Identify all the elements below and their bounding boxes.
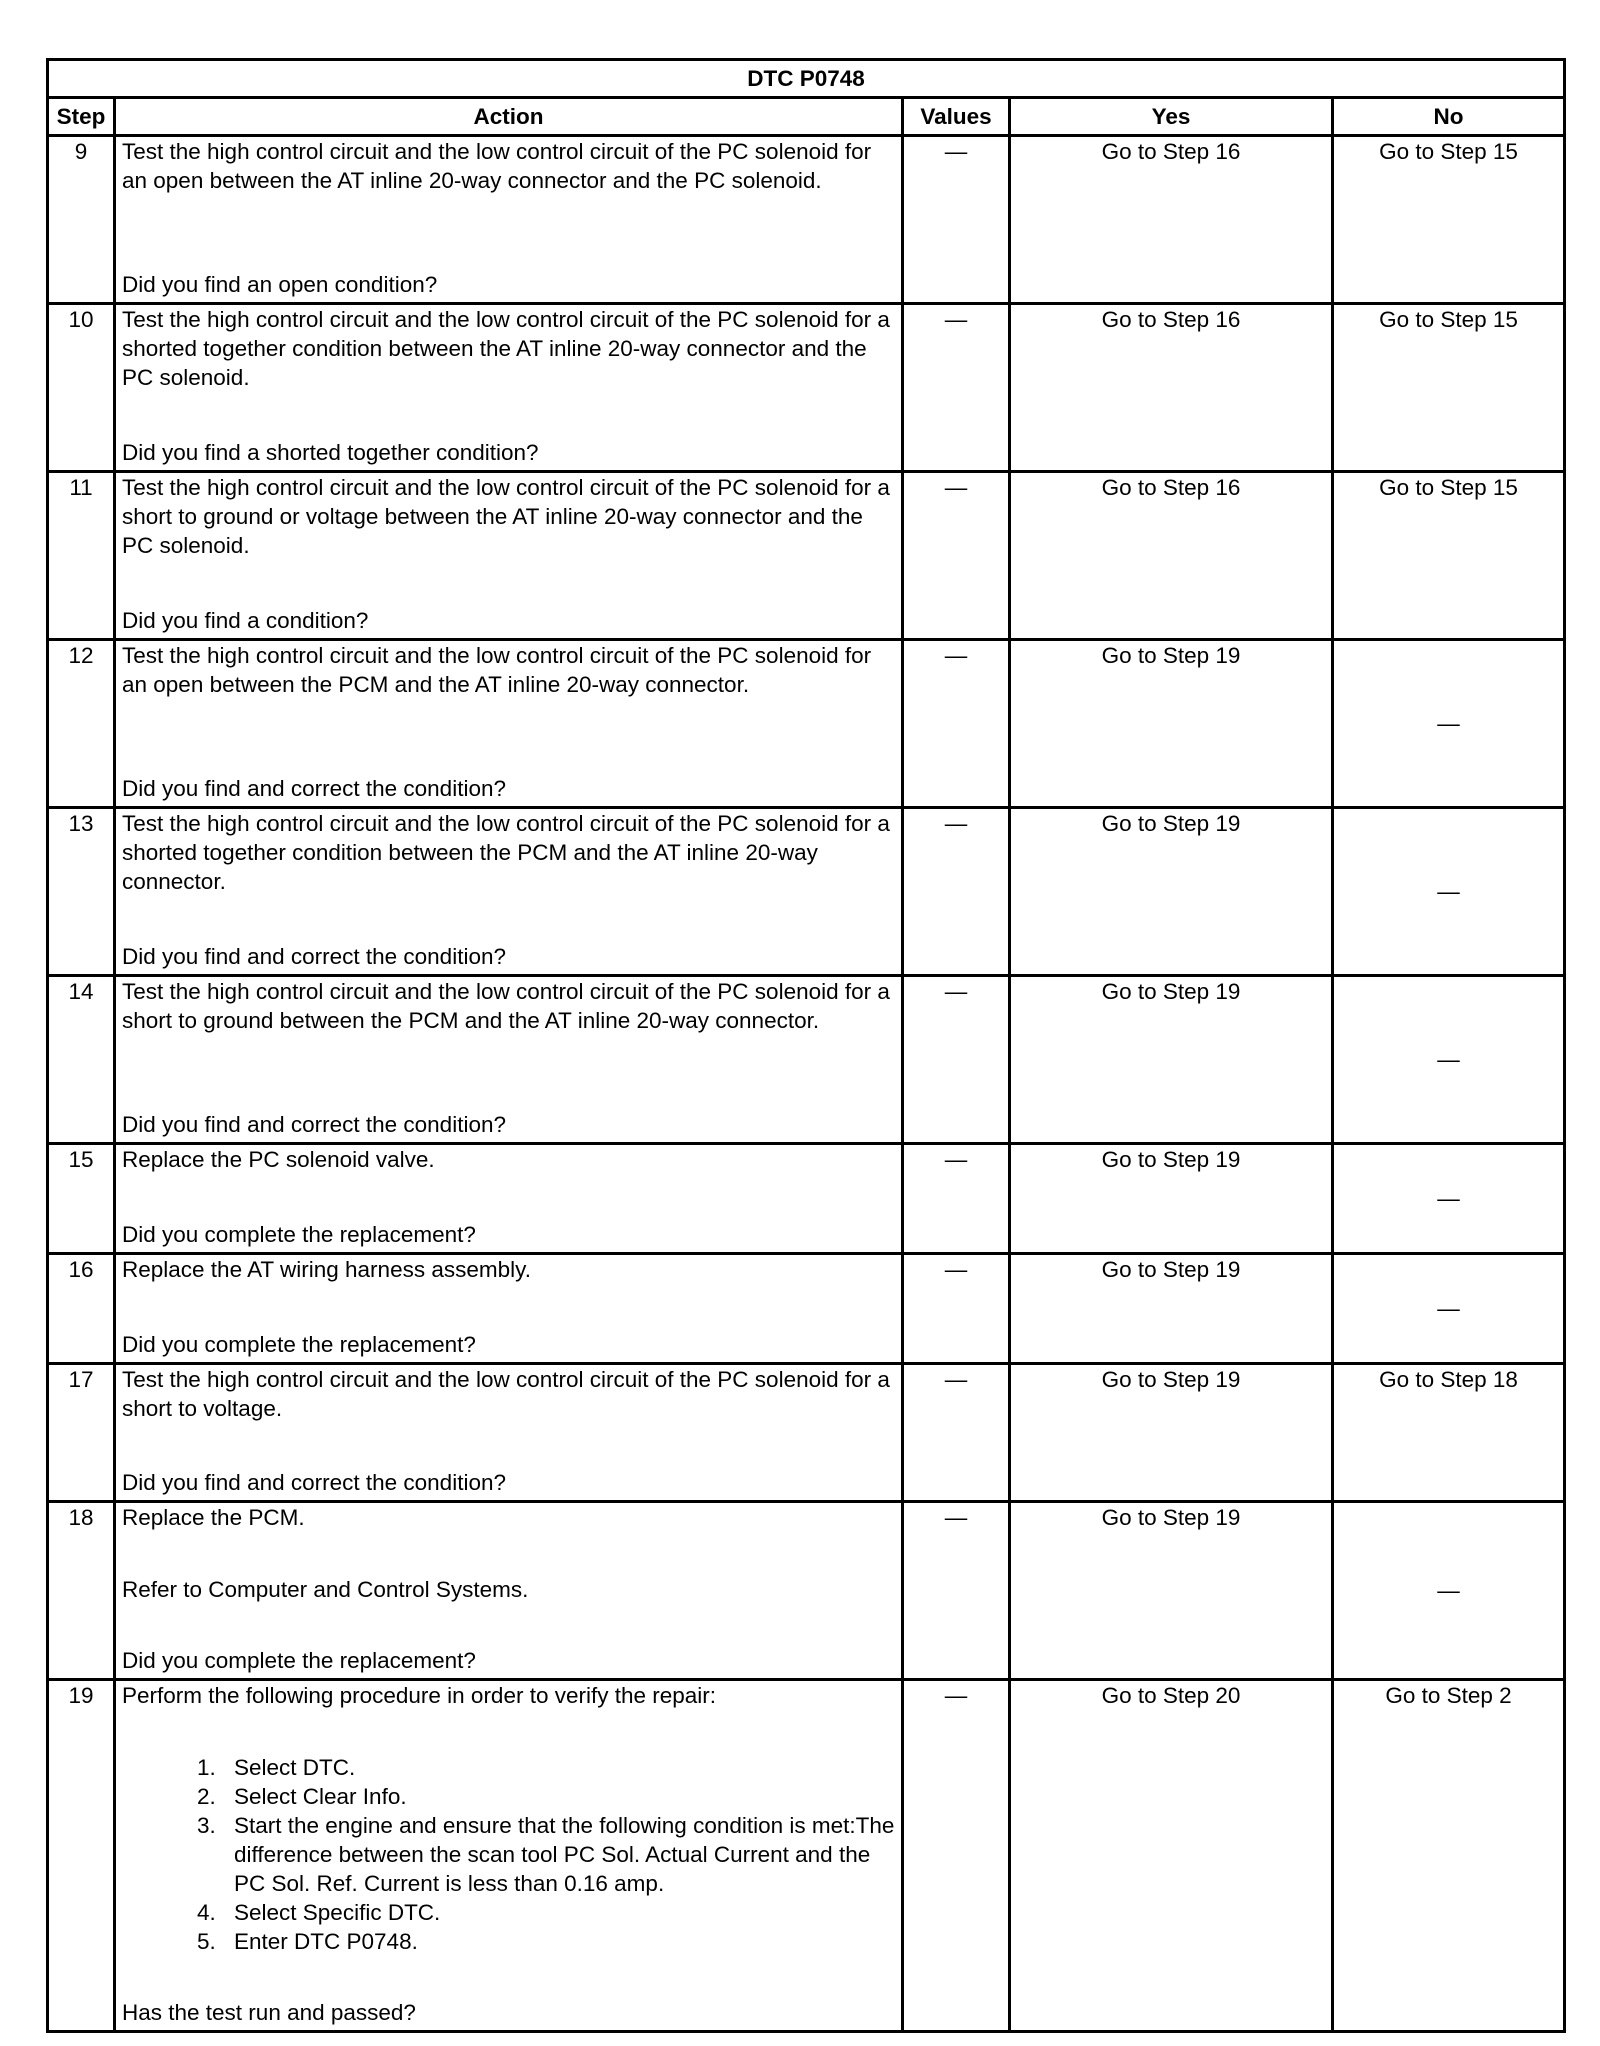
action-question: Did you find and correct the condition? [122,776,506,801]
values-cell: — [903,976,1010,1144]
action-text: Replace the PCM. [122,1505,305,1530]
step-number: 10 [48,304,115,472]
action-cell [115,304,903,472]
action-reference: Refer to Computer and Control Systems. [122,1576,529,1602]
table-row [48,472,1565,640]
action-text: Test the high control circuit and the low control circuit of the PC solenoid for a short to ground between the PCM and the AT inline 20-way connector. [122,979,890,1033]
step-number: 16 [48,1254,115,1364]
action-cell [115,1254,903,1364]
values-cell: — [903,1680,1010,2032]
action-question: Has the test run and passed? [122,2000,416,2025]
step-number: 9 [48,136,115,304]
no-cell: — [1333,808,1565,976]
action-question: Did you find a condition? [122,608,369,633]
table-header-row [48,98,1565,136]
action-question: Did you complete the replacement? [122,1648,476,1673]
dtc-table [46,58,1566,2033]
no-cell: Go to Step 2 [1333,1680,1565,2032]
action-text: Test the high control circuit and the low control circuit of the PC solenoid for a shorted together condition between the AT inline 20-way connector and the PC solenoid. [122,307,890,390]
yes-cell: Go to Step 19 [1010,1502,1333,1680]
procedure-step: 1. Select DTC. [222,1753,895,1782]
action-cell [115,136,903,304]
action-text: Test the high control circuit and the low control circuit of the PC solenoid for an open between the AT inline 20-way connector and the PC solenoid. [122,139,872,193]
action-cell [115,1144,903,1254]
yes-cell: Go to Step 19 [1010,976,1333,1144]
action-text: Replace the PC solenoid valve. [122,1147,435,1172]
table-title-row [48,60,1565,98]
step-number: 13 [48,808,115,976]
table-row [48,1144,1565,1254]
action-cell [115,808,903,976]
values-cell: — [903,808,1010,976]
action-text: Test the high control circuit and the low control circuit of the PC solenoid for a short to ground or voltage between the AT inline 20-way connector and the PC solenoid. [122,475,890,558]
header-values: Values [903,98,1010,136]
step-number: 19 [48,1680,115,2032]
yes-cell: Go to Step 20 [1010,1680,1333,2032]
values-cell: — [903,1254,1010,1364]
no-cell: Go to Step 18 [1333,1364,1565,1502]
action-cell [115,640,903,808]
action-text: Perform the following procedure in order to verify the repair: [122,1683,717,1708]
yes-cell: Go to Step 16 [1010,472,1333,640]
action-text: Replace the AT wiring harness assembly. [122,1257,531,1282]
procedure-step: 3. Start the engine and ensure that the following condition is met:The difference between the scan tool PC Sol. Actual Current and the PC Sol. Ref. Current is less than 0.16 amp. [222,1811,895,1898]
yes-cell: Go to Step 16 [1010,136,1333,304]
step-number: 11 [48,472,115,640]
step-number: 18 [48,1502,115,1680]
action-question: Did you find and correct the condition? [122,1112,506,1137]
table-row [48,1254,1565,1364]
table-row [48,808,1565,976]
table-row [48,1502,1565,1680]
yes-cell: Go to Step 19 [1010,1364,1333,1502]
no-cell: — [1333,1144,1565,1254]
no-cell: Go to Step 15 [1333,304,1565,472]
action-question: Did you find and correct the condition? [122,944,506,969]
yes-cell: Go to Step 19 [1010,1254,1333,1364]
procedure-step: 2. Select Clear Info. [222,1782,895,1811]
procedure-step: 5. Enter DTC P0748. [222,1927,895,1956]
action-cell [115,1680,903,2032]
action-question: Did you complete the replacement? [122,1332,476,1357]
header-no: No [1333,98,1565,136]
action-question: Did you find and correct the condition? [122,1470,506,1495]
action-cell [115,1364,903,1502]
action-question: Did you find an open condition? [122,272,438,297]
action-cell [115,472,903,640]
table-row [48,304,1565,472]
table-row [48,1680,1565,2032]
values-cell: — [903,1144,1010,1254]
yes-cell: Go to Step 16 [1010,304,1333,472]
action-text: Test the high control circuit and the low control circuit of the PC solenoid for a short to voltage. [122,1367,890,1421]
table-row [48,640,1565,808]
no-cell: — [1333,976,1565,1144]
action-cell [115,1502,903,1680]
table-row [48,1364,1565,1502]
values-cell: — [903,640,1010,808]
values-cell: — [903,304,1010,472]
values-cell: — [903,1502,1010,1680]
step-number: 17 [48,1364,115,1502]
no-cell: — [1333,1254,1565,1364]
no-cell: — [1333,640,1565,808]
procedure-step: 4. Select Specific DTC. [222,1898,895,1927]
yes-cell: Go to Step 19 [1010,640,1333,808]
yes-cell: Go to Step 19 [1010,808,1333,976]
step-number: 14 [48,976,115,1144]
action-cell [115,976,903,1144]
table-title: DTC P0748 [48,60,1565,98]
no-cell: Go to Step 15 [1333,136,1565,304]
values-cell: — [903,1364,1010,1502]
values-cell: — [903,472,1010,640]
header-action: Action [115,98,903,136]
action-question: Did you complete the replacement? [122,1222,476,1247]
values-cell: — [903,136,1010,304]
action-question: Did you find a shorted together condition? [122,440,539,465]
no-cell: Go to Step 15 [1333,472,1565,640]
action-text: Test the high control circuit and the low control circuit of the PC solenoid for a shorted together condition between the PCM and the AT inline 20-way connector. [122,811,890,894]
header-step: Step [48,98,115,136]
yes-cell: Go to Step 19 [1010,1144,1333,1254]
action-text: Test the high control circuit and the low control circuit of the PC solenoid for an open between the PCM and the AT inline 20-way connector. [122,643,872,697]
table-row [48,976,1565,1144]
procedure-list [122,1753,895,1956]
step-number: 12 [48,640,115,808]
no-cell: — [1333,1502,1565,1680]
step-number: 15 [48,1144,115,1254]
table-row [48,136,1565,304]
header-yes: Yes [1010,98,1333,136]
